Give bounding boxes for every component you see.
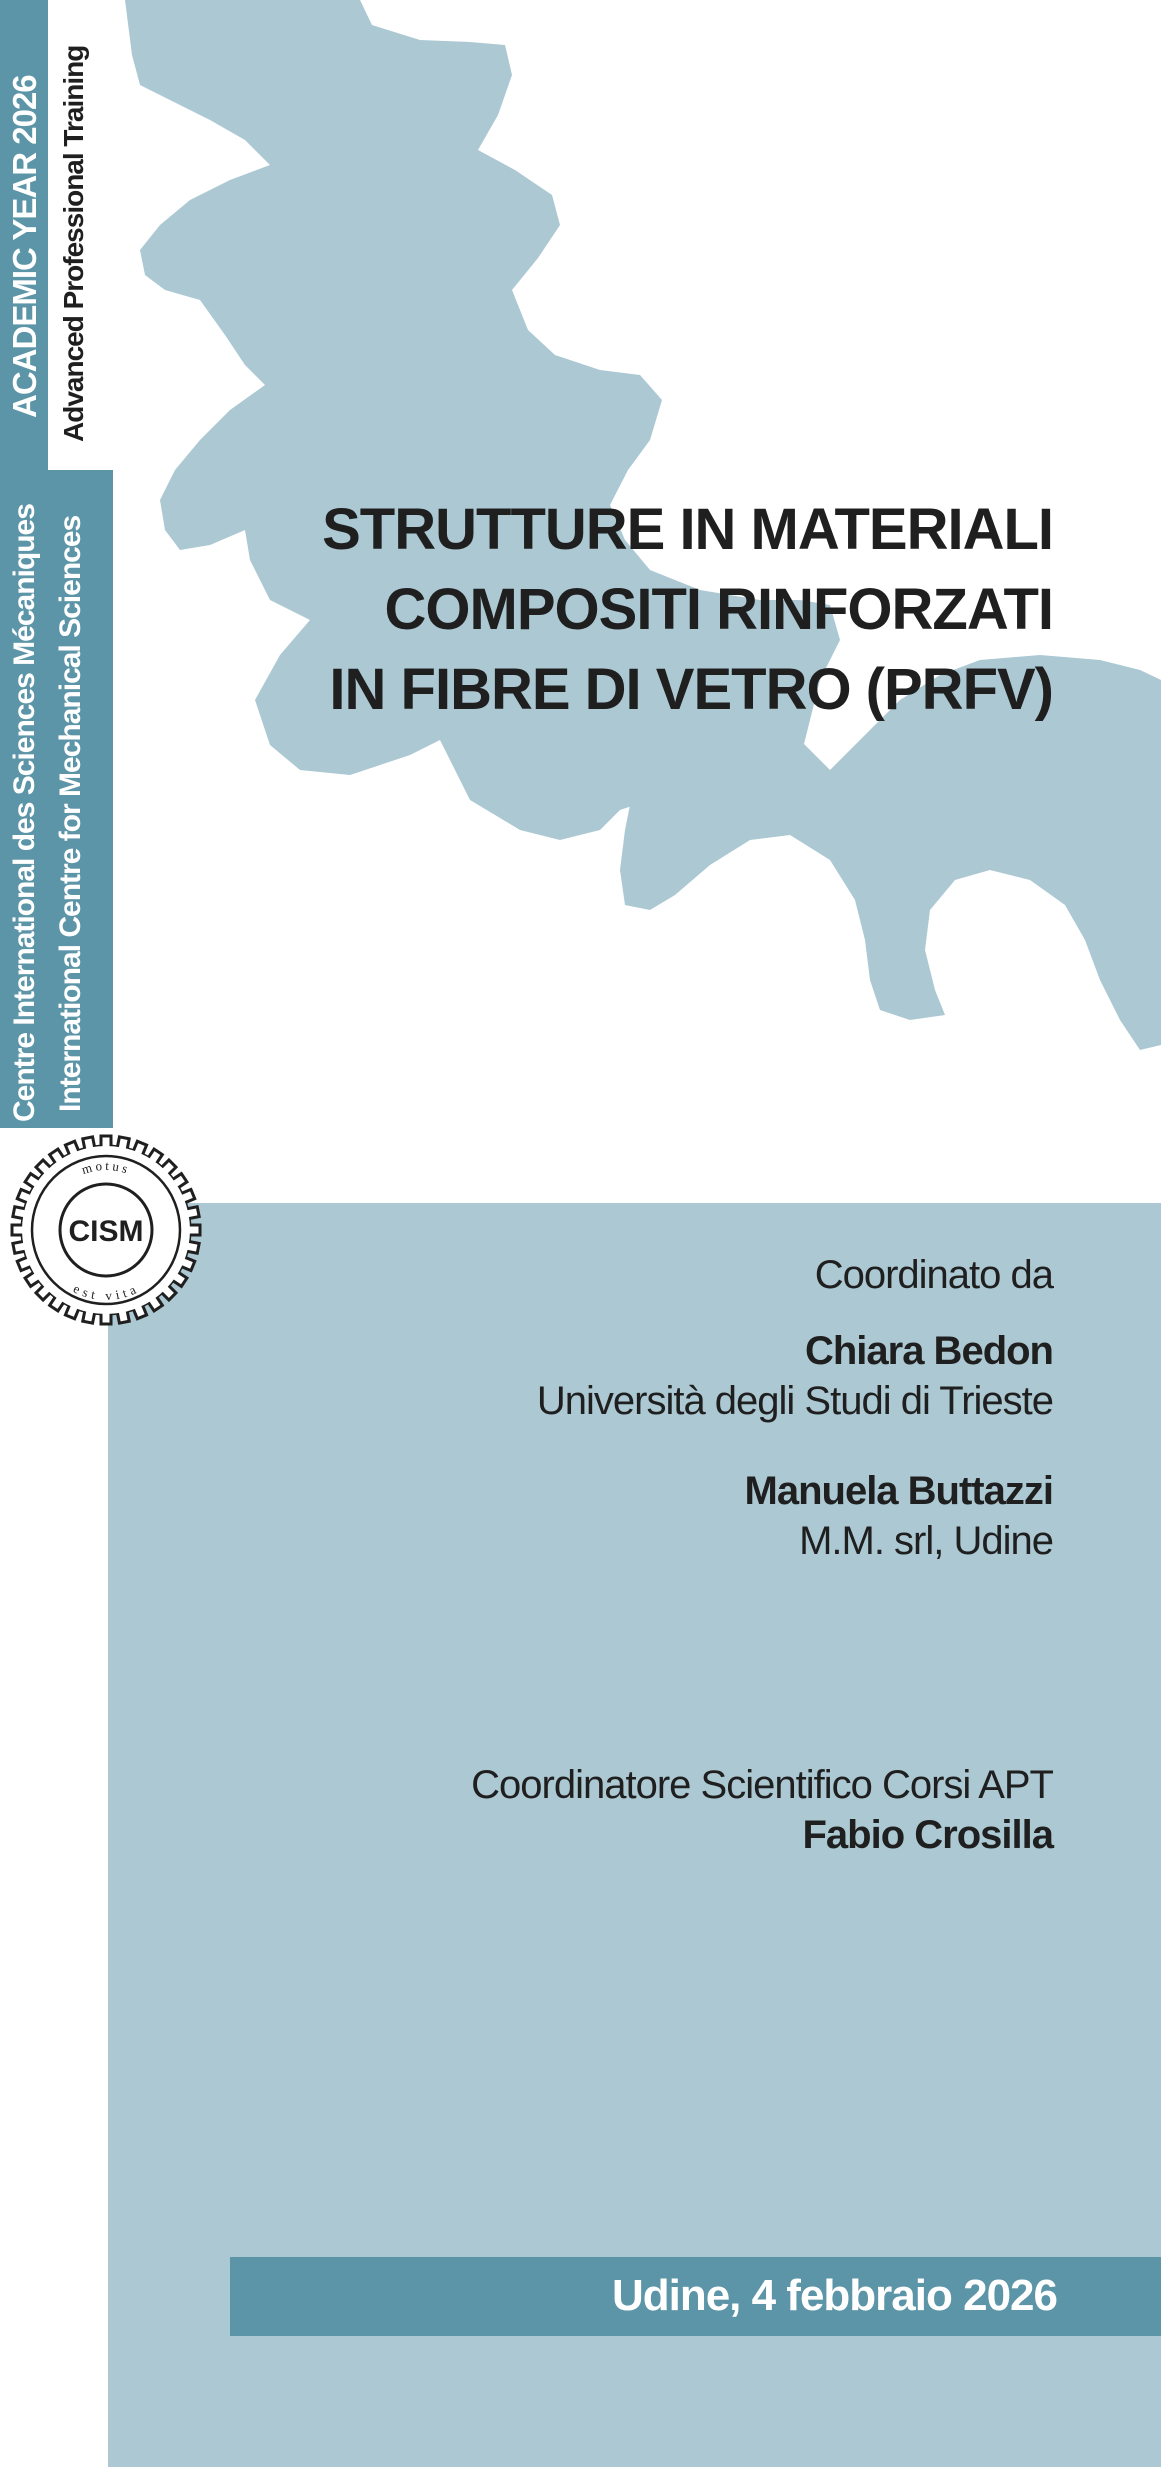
coordinator-name: Manuela Buttazzi: [744, 1469, 1053, 1513]
scientific-name: Fabio Crosilla: [802, 1813, 1053, 1857]
coordinators-block: [253, 1250, 1053, 1566]
scientific-heading: Coordinatore Scientifico Corsi APT: [471, 1763, 1053, 1807]
logo-motto-top: motus: [79, 1157, 133, 1178]
course-title: [153, 490, 1053, 730]
title-line-1: STRUTTURE IN MATERIALI: [322, 497, 1053, 562]
coordinators-heading: Coordinato da: [814, 1253, 1053, 1297]
centre-name-en: International Centre for Mechanical Sciences: [54, 515, 87, 1112]
program-label: Advanced Professional Training: [58, 45, 89, 442]
place-date: Udine, 4 febbraio 2026: [611, 2271, 1057, 2320]
logo-motto-bottom: est vita: [71, 1280, 141, 1304]
title-line-3: IN FIBRE DI VETRO (PRFV): [329, 657, 1053, 722]
logo-acronym: CISM: [68, 1215, 144, 1248]
coordinator-affiliation: M.M. srl, Udine: [799, 1519, 1053, 1563]
coordinator-affiliation: Università degli Studi di Trieste: [536, 1379, 1053, 1423]
coordinator-name: Chiara Bedon: [804, 1329, 1053, 1373]
title-line-2: COMPOSITI RINFORZATI: [384, 577, 1053, 642]
academic-year-label: ACADEMIC YEAR 2026: [6, 75, 43, 418]
cism-logo: [6, 1130, 206, 1330]
centre-name-fr: Centre International des Sciences Mécaniques: [8, 504, 41, 1122]
scientific-coordinator-block: [253, 1760, 1053, 1860]
